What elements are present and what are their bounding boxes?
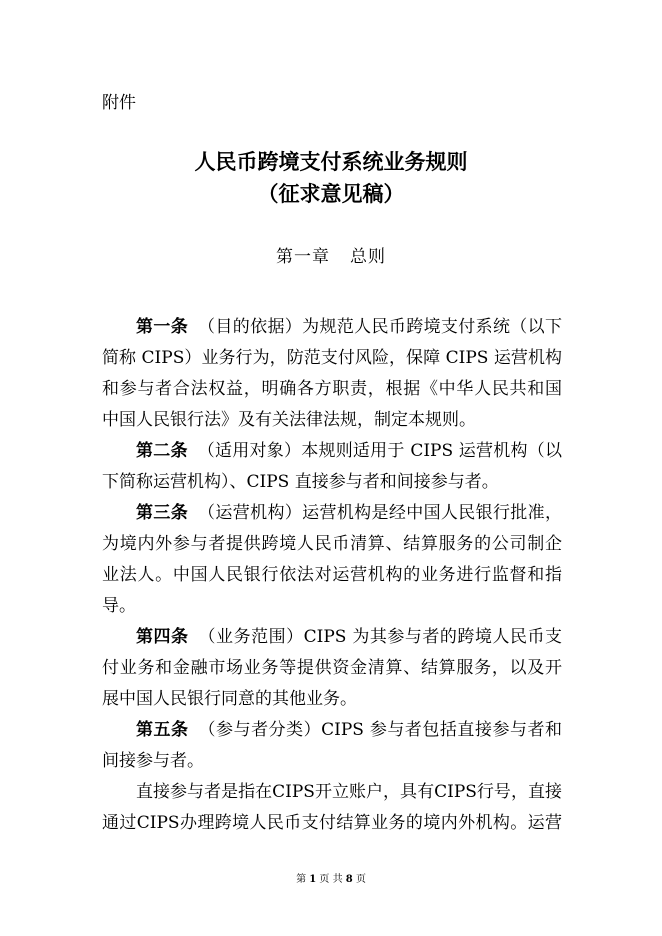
chapter-name: 总则 <box>350 247 386 267</box>
article-3-line-3: 业法人。中国人民银行依法对运营机构的业务进行监督和指 <box>102 565 562 585</box>
article-3-label: 第三条 <box>136 503 189 523</box>
attachment-label: 附件 <box>102 93 136 113</box>
article-1-line-3: 和参与者合法权益，明确各方职责，根据《中华人民共和国 <box>102 379 562 399</box>
footer-prefix: 第 <box>296 874 307 885</box>
document-body <box>102 312 562 839</box>
document-subtitle: （征求意见稿） <box>257 181 405 206</box>
page-footer <box>0 870 662 885</box>
article-5-line-1: 第五条 （参与者分类）CIPS 参与者包括直接参与者和 <box>136 720 562 740</box>
article-3-line-1: 第三条 （运营机构）运营机构是经中国人民银行批准， <box>136 503 563 523</box>
article-1-line-4: 中国人民银行法》及有关法律法规，制定本规则。 <box>102 410 476 430</box>
article-4-line-3: 展中国人民银行同意的其他业务。 <box>102 689 357 709</box>
article-5-label: 第五条 <box>136 720 189 740</box>
article-5-line-2: 间接参与者。 <box>102 751 204 771</box>
article-4-line-2: 付业务和金融市场业务等提供资金清算、结算服务，以及开 <box>102 658 562 678</box>
chapter-heading <box>0 242 662 267</box>
article-4-line-1: 第四条 （业务范围）CIPS 为其参与者的跨境人民币支 <box>136 627 562 647</box>
article-2-line-2: 下简称运营机构）、CIPS 直接参与者和间接参与者。 <box>102 472 499 492</box>
article-2-label: 第二条 <box>136 441 188 461</box>
article-1-line-1: 第一条 （目的依据）为规范人民币跨境支付系统（以下 <box>136 317 563 337</box>
footer-total-pages: 8 <box>345 874 353 885</box>
article-2-line-1: 第二条 （适用对象）本规则适用于 CIPS 运营机构（以 <box>136 441 562 461</box>
paragraph-6-line-2: 通过CIPS办理跨境人民币支付结算业务的境内外机构。运营 <box>102 813 562 833</box>
paragraph-6-line-1: 直接参与者是指在CIPS开立账户，具有CIPS行号，直接 <box>136 782 562 802</box>
article-3-line-4: 导。 <box>102 596 136 616</box>
article-1-line-2: 简称 CIPS）业务行为，防范支付风险，保障 CIPS 运营机构 <box>102 348 562 368</box>
article-1-label: 第一条 <box>136 317 189 337</box>
chapter-number: 第一章 <box>276 247 330 267</box>
document-title: 人民币跨境支付系统业务规则 <box>194 149 468 174</box>
footer-page-number: 1 <box>309 874 317 885</box>
footer-suffix: 页 <box>355 874 366 885</box>
article-4-label: 第四条 <box>136 627 189 647</box>
article-3-line-2: 为境内外参与者提供跨境人民币清算、结算服务的公司制企 <box>102 534 562 554</box>
footer-middle: 页 共 <box>319 874 343 885</box>
